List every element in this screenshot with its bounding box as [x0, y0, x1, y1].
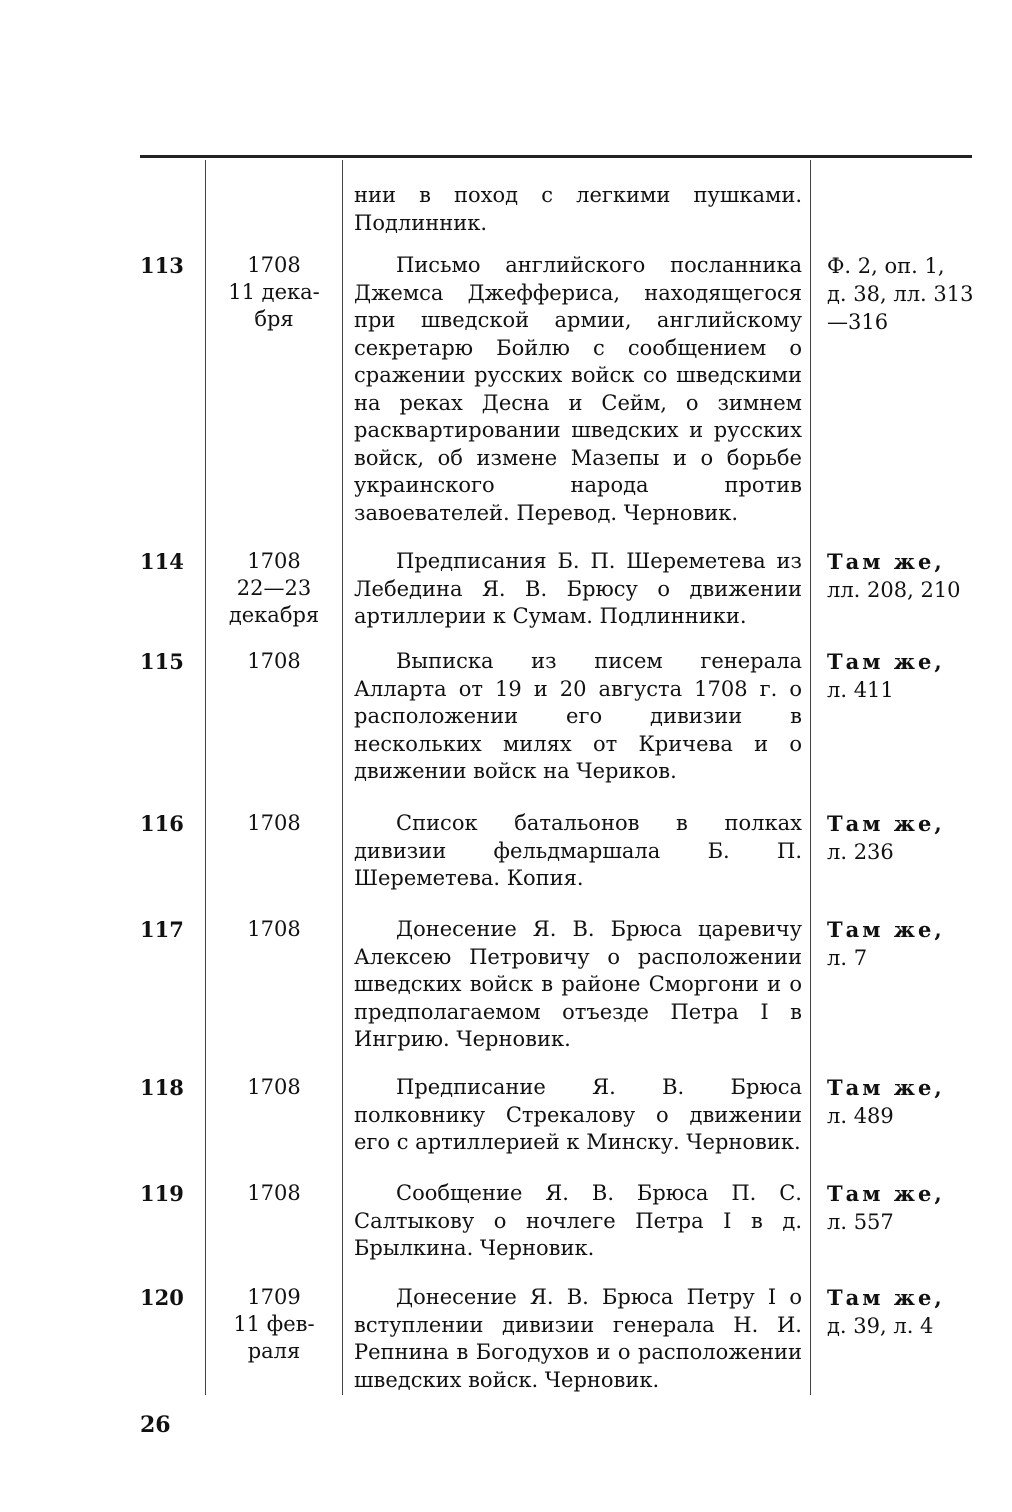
row-description: Предписания Б. П. Шереметева из Лебедина Я. В. Брюсу о движении артиллерии к Сумам. Подлинники. [354, 549, 802, 628]
row-date: 1708 [247, 811, 301, 835]
row-source: Там же, л. 7 [827, 917, 945, 970]
row-date: 1708 [247, 917, 301, 941]
row-date: 1708 11 дека- бря [228, 253, 320, 331]
row-date: 1708 [247, 1181, 301, 1205]
row-description: Предписание Я. В. Брюса полковнику Стрекалову о движении его с артиллерией к Минску. Черновик. [354, 1075, 802, 1154]
row-source: Там же, лл. 208, 210 [827, 549, 961, 602]
row-source: Там же, д. 39, л. 4 [827, 1285, 945, 1338]
row-description: Донесение Я. В. Брюса царевичу Алексею Петровичу о расположении шведских войск в районе Сморгони и о предполагаемом отъезде Петра I в Ингрию. Черновик. [354, 917, 802, 1051]
row-date: 1709 11 фев- раля [233, 1285, 315, 1363]
column-divider-description-source [810, 160, 811, 1395]
row-description: нии в поход с легкими пушками. Подлинник. [354, 183, 802, 235]
row-number: 113 [140, 253, 184, 278]
row-number: 116 [140, 811, 184, 836]
row-number: 115 [140, 649, 184, 674]
row-description: Донесение Я. В. Брюса Петру I о вступлении дивизии генерала Н. И. Репнина в Богодухов и о расположении шведских войск. Черновик. [354, 1285, 802, 1392]
column-divider-date-description [342, 160, 343, 1395]
row-source: Там же, л. 557 [827, 1181, 945, 1234]
row-number: 114 [140, 549, 184, 574]
row-source: Там же, л. 489 [827, 1075, 945, 1128]
row-source: Ф. 2, оп. 1, д. 38, лл. 313 —316 [827, 254, 974, 334]
column-divider-number-date [205, 160, 206, 1395]
row-number: 117 [140, 917, 184, 942]
row-number: 119 [140, 1181, 184, 1206]
row-description: Список батальонов в полках дивизии фельдмаршала Б. П. Шереметева. Копия. [354, 811, 802, 890]
row-date: 1708 [247, 649, 301, 673]
row-description: Письмо английского посланника Джемса Джеффериса, находящегося при шведской армии, английскому секретарю Бойлю с сообщением о сражении русских войск со шведскими на реках Десна и Сейм, о зимнем расквартировании шведских и русских войск, об измене Мазепы и о борьбе украинского народа против завоевателей. Перевод. Черновик. [354, 253, 802, 525]
row-number: 120 [140, 1285, 184, 1310]
page-number: 26 [140, 1412, 171, 1438]
row-source: Там же, л. 411 [827, 649, 945, 702]
row-number: 118 [140, 1075, 184, 1100]
row-description: Выписка из писем генерала Алларта от 19 и 20 августа 1708 г. о расположении его дивизии в нескольких милях от Кричева и о движении войск на Чериков. [354, 649, 802, 783]
row-description: Сообщение Я. В. Брюса П. С. Салтыкову о ночлеге Петра I в д. Брылкина. Черновик. [354, 1181, 802, 1260]
header-rule [140, 155, 972, 158]
row-source: Там же, л. 236 [827, 811, 945, 864]
row-date: 1708 [247, 1075, 301, 1099]
row-date: 1708 22—23 декабря [228, 549, 320, 627]
